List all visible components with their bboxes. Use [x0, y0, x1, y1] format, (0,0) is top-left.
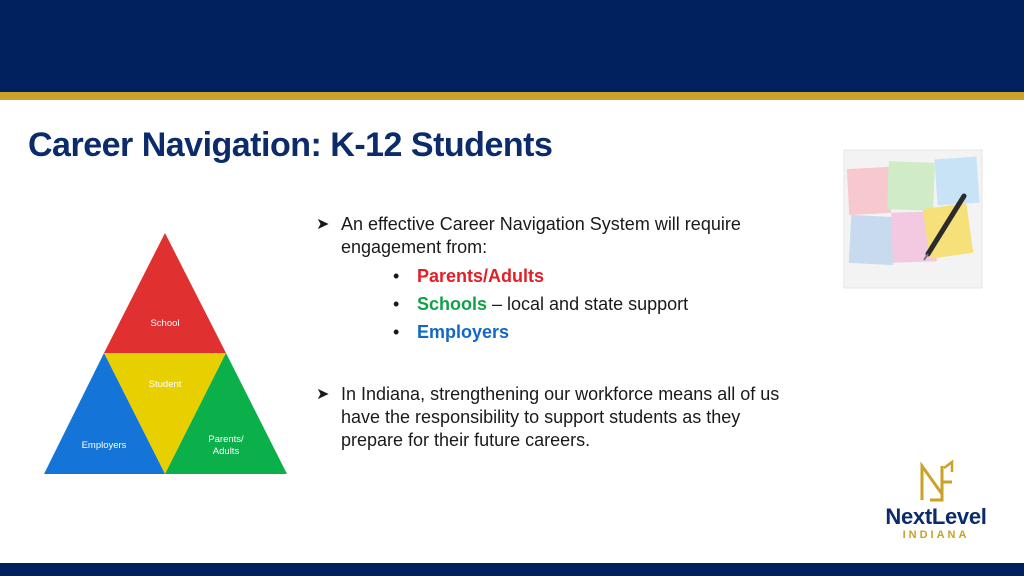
- logo-wordmark: NextLevel: [885, 504, 987, 529]
- pyramid-label-adults: Adults: [212, 446, 240, 457]
- bullet-indiana: [316, 383, 786, 452]
- pyramid-label-student: Student: [148, 379, 182, 390]
- arrow-bullet-icon: ➤: [316, 386, 330, 403]
- dot-bullet-icon: •: [393, 266, 400, 286]
- pyramid-label-school: School: [150, 318, 180, 329]
- bullet-indiana-text: In Indiana, strengthening our workforce means all of us have the responsibility to support students as they prepare for their future careers.: [341, 384, 780, 450]
- pyramid-top-triangle: [104, 233, 226, 353]
- pyramid-label-employers: Employers: [81, 440, 127, 451]
- sub-item-parents: [316, 265, 786, 287]
- dot-bullet-icon: •: [393, 294, 400, 314]
- logo-subtext: INDIANA: [902, 529, 970, 541]
- slide-title: Career Navigation: K-12 Students: [28, 126, 553, 164]
- sticky-notes-photo: [842, 148, 984, 290]
- dot-bullet-icon: •: [393, 322, 400, 342]
- sub-item-schools: [316, 293, 786, 315]
- sub-item-schools-detail: – local and state support: [487, 294, 689, 314]
- bottom-band: [0, 563, 1024, 576]
- sub-item-parents-label: Parents/Adults: [417, 266, 545, 286]
- sub-item-schools-label: Schools: [417, 294, 488, 314]
- bullet-engagement-text: An effective Career Navigation System will require engagement from:: [341, 214, 741, 257]
- sub-item-employers-label: Employers: [417, 322, 510, 342]
- bullet-list: [316, 213, 786, 452]
- sub-item-employers: [316, 321, 786, 343]
- header-band: [0, 0, 1024, 92]
- gold-stripe: [0, 92, 1024, 100]
- pyramid-label-parents: Parents/: [208, 434, 244, 445]
- stakeholder-pyramid: [40, 228, 290, 478]
- arrow-bullet-icon: ➤: [316, 216, 330, 233]
- nextlevel-mark-icon: [868, 460, 1004, 504]
- nextlevel-indiana-logo: [868, 460, 1004, 544]
- bullet-engagement: [316, 213, 786, 259]
